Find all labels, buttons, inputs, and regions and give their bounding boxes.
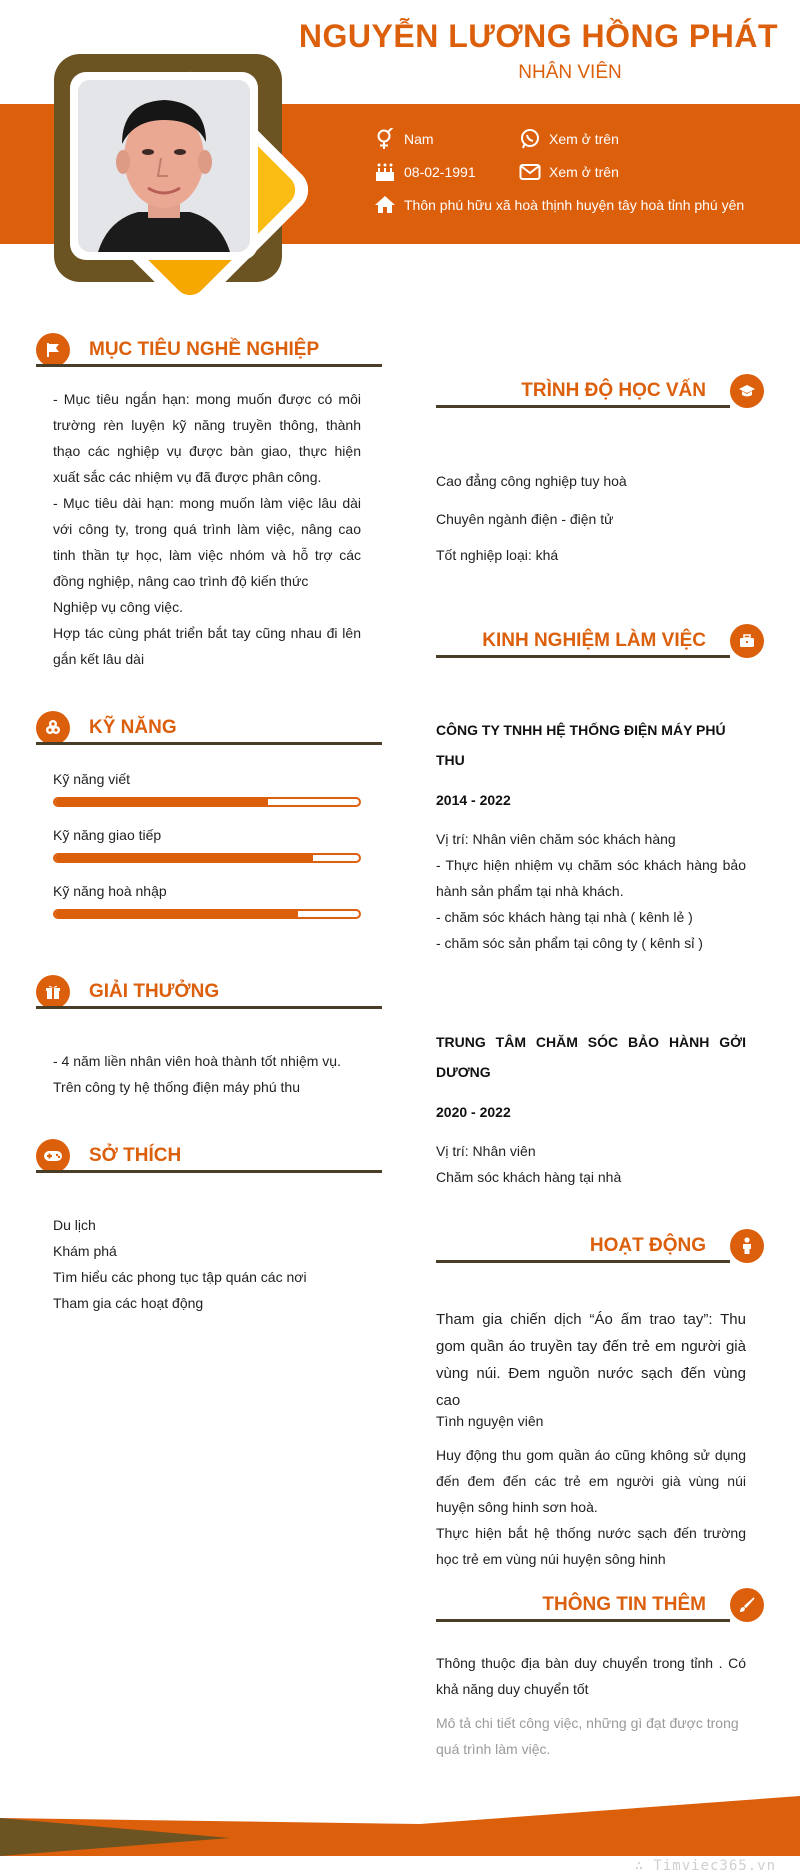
job-detail-line: Vị trí: Nhân viên: [436, 1143, 536, 1159]
activity-details: [436, 1442, 746, 1572]
avatar: [78, 80, 250, 252]
objective-line: - Mục tiêu ngắn hạn: mong muốn được có môi trường rèn luyện kỹ năng truyền thông, thành thạo các nghiệp vụ được bàn giao, thực hiện xuất sắc các nhiệm vụ đã được phân công.: [53, 391, 361, 485]
objective-line: Nghiệp vụ công việc.: [53, 599, 183, 615]
section-divider: [436, 1260, 730, 1263]
graduation-cap-icon: [730, 374, 764, 408]
activity-line: Tham gia chiến dịch “Áo ấm trao tay”: Thu gom quần áo truyền tay đến trẻ em người già vùng núi. Đem nguồn nước sạch đến vùng cao: [436, 1311, 746, 1409]
section-awards-header: [36, 975, 382, 1009]
skill-bar-fill: [55, 855, 313, 861]
hobbies-list: [53, 1212, 361, 1316]
section-title: HOẠT ĐỘNG: [589, 1235, 706, 1256]
award-line: Trên công ty hệ thống điện máy phú thu: [53, 1079, 300, 1095]
skill-bar: [53, 853, 361, 863]
award-line: - 4 năm liền nhân viên hoà thành tốt nhiệm vụ.: [53, 1053, 341, 1069]
watermark-icon: ∴: [634, 1858, 654, 1874]
brush-icon: [730, 1588, 764, 1622]
hobby-item: Du lịch: [53, 1217, 96, 1233]
section-education-header: [436, 374, 764, 408]
work-years: 2014 - 2022: [436, 792, 511, 808]
section-title: GIẢI THƯỞNG: [89, 981, 220, 1002]
section-objective-header: [36, 333, 382, 367]
gender-icon: [374, 128, 396, 150]
section-divider: [436, 405, 730, 408]
footer-decoration: [0, 1796, 800, 1856]
job-detail-line: - chăm sóc khách hàng tại nhà ( kênh lẻ ): [436, 909, 693, 925]
address-value: Thôn phú hữu xã hoà thịnh huyện tây hoà tỉnh phú yên: [404, 197, 745, 213]
extra-info-text: Thông thuộc địa bàn duy chuyển trong tỉnh . Có khả năng duy chuyển tốt: [436, 1655, 746, 1697]
cake-icon: [374, 161, 396, 183]
whatsapp-icon: [519, 128, 541, 150]
candidate-name: NGUYỄN LƯƠNG HỒNG PHÁT: [298, 18, 778, 54]
section-title: TRÌNH ĐỘ HỌC VẤN: [521, 380, 706, 401]
birthday-value: 08-02-1991: [404, 164, 476, 180]
flag-icon: [36, 333, 70, 367]
email-value: Xem ở trên: [549, 164, 619, 180]
activity-line: Tình nguyện viên: [436, 1413, 544, 1429]
education-line: Cao đẳng công nghiệp tuy hoà: [436, 473, 627, 489]
skill-label: Kỹ năng viết: [53, 771, 131, 787]
skill-label: Kỹ năng giao tiếp: [53, 827, 162, 843]
company-name: CÔNG TY TNHH HỆ THỐNG ĐIỆN MÁY PHÚ THU: [436, 722, 726, 768]
puzzle-icon: [36, 711, 70, 745]
section-skills-header: [36, 711, 382, 745]
section-extra-header: [436, 1588, 764, 1622]
education-line: Tốt nghiệp loại: khá: [436, 547, 559, 563]
job-detail-line: - Thực hiện nhiệm vụ chăm sóc khách hàng bảo hành sản phẩm tại nhà khách.: [436, 857, 746, 899]
hobby-item: Khám phá: [53, 1243, 117, 1259]
section-title: SỞ THÍCH: [89, 1145, 182, 1166]
extra-info-placeholder[interactable]: Mô tả chi tiết công việc, những gì đạt được trong quá trình làm việc.: [436, 1715, 739, 1757]
hobby-item: Tìm hiểu các phong tục tập quán các nơi: [53, 1269, 307, 1285]
briefcase-icon: [730, 624, 764, 658]
section-divider: [36, 1006, 382, 1009]
section-hobbies-header: [36, 1139, 382, 1173]
gender-value: Nam: [404, 131, 434, 147]
section-divider: [436, 655, 730, 658]
job-detail-line: Chăm sóc khách hàng tại nhà: [436, 1169, 622, 1185]
job-detail-line: Vị trí: Nhân viên chăm sóc khách hàng: [436, 831, 676, 847]
gift-icon: [36, 975, 70, 1009]
job-details: [436, 826, 746, 956]
skill-bar-fill: [55, 799, 268, 805]
objective-line: - Mục tiêu dài hạn: mong muốn làm việc lâu dài với công ty, trong quá trình làm việc, nâng cao tinh thần tự học, làm việc nhóm và hỗ trợ các đồng nghiệp, nâng cao trình độ kiến thức: [53, 495, 361, 589]
section-title: MỤC TIÊU NGHỀ NGHIỆP: [89, 339, 320, 360]
job-details: [436, 1138, 746, 1190]
activity-line: Thực hiện bắt hệ thống nước sạch đến trường học trẻ em vùng núi huyện sông hinh: [436, 1525, 746, 1567]
section-title: KINH NGHIỆM LÀM VIỆC: [482, 630, 706, 651]
section-divider: [36, 364, 382, 367]
job-detail-line: - chăm sóc sản phẩm tại công ty ( kênh sỉ ): [436, 935, 703, 951]
section-divider: [36, 1170, 382, 1173]
section-title: KỸ NĂNG: [89, 717, 177, 738]
job-title: NHÂN VIÊN: [518, 62, 622, 83]
home-icon: [374, 194, 396, 216]
watermark: [635, 1858, 776, 1874]
watermark-text: Timviec365.vn: [653, 1858, 776, 1874]
phone-value: Xem ở trên: [549, 131, 619, 147]
education-line: Chuyên ngành điện - điện tử: [436, 511, 614, 527]
skill-bar: [53, 797, 361, 807]
section-divider: [36, 742, 382, 745]
objective-text: [53, 386, 361, 672]
section-activities-header: [436, 1229, 764, 1263]
hobby-item: Tham gia các hoạt động: [53, 1295, 204, 1311]
envelope-icon: [519, 161, 541, 183]
section-title: THÔNG TIN THÊM: [542, 1594, 706, 1615]
work-years: 2020 - 2022: [436, 1104, 511, 1120]
section-experience-header: [436, 624, 764, 658]
activity-line: Huy động thu gom quần áo cũng không sử dụng đến đem đến các trẻ em người già vùng núi huyện sông hinh sơn hoà.: [436, 1447, 746, 1515]
skill-bar: [53, 909, 361, 919]
skill-bar-fill: [55, 911, 298, 917]
person-icon: [730, 1229, 764, 1263]
skill-label: Kỹ năng hoà nhập: [53, 883, 167, 899]
gamepad-icon: [36, 1139, 70, 1173]
objective-line: Hợp tác cùng phát triển bắt tay cũng nhau đi lên gắn kết lâu dài: [53, 625, 361, 667]
section-divider: [436, 1619, 730, 1622]
company-name: TRUNG TÂM CHĂM SÓC BẢO HÀNH GỞI DƯƠNG: [436, 1034, 746, 1080]
awards-text: [53, 1048, 361, 1100]
